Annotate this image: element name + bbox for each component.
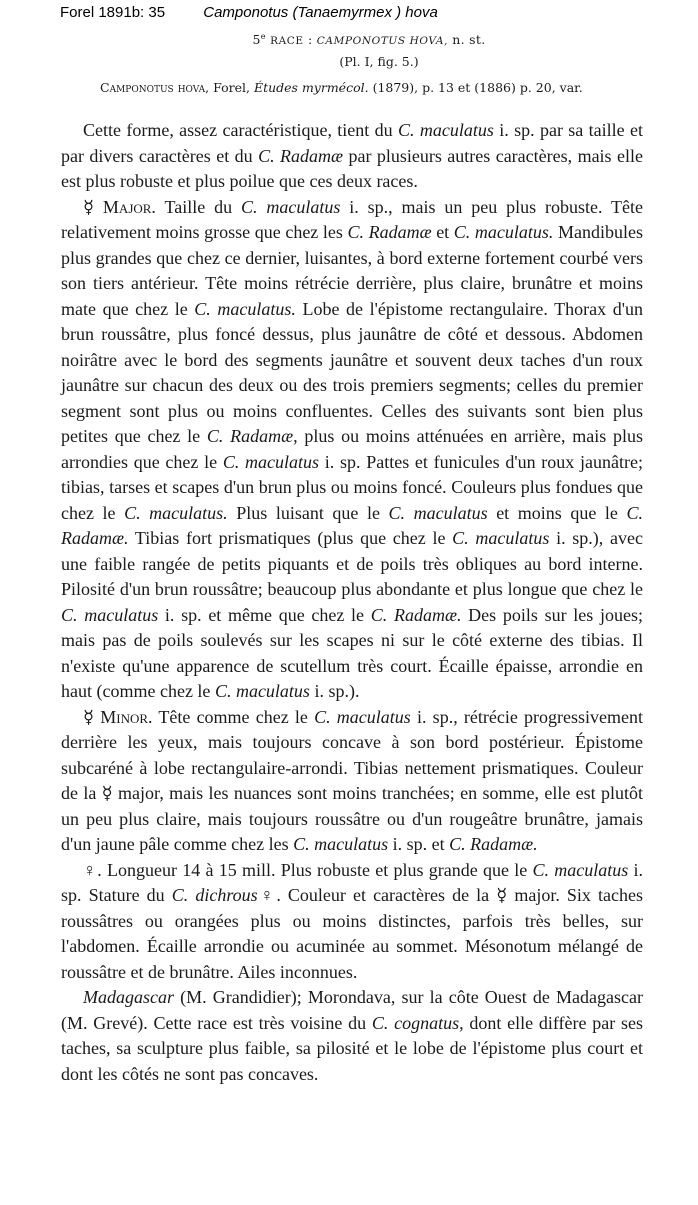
italic-text-run: C. maculatus: [240, 196, 341, 217]
text-run: Plus luisant que le: [227, 502, 389, 523]
citation-journal: Études myrmécol.: [253, 80, 369, 95]
paragraph-locality: [61, 985, 643, 1087]
text-run: Des poils sur les joues; mais pas de poils soulevés sur les scapes ni sur le côté externe des tibias. Il n'existe qu'une apparence de scutellum très court. Écaille épaisse, arrondie en haut (comme chez le: [61, 604, 643, 701]
caste-label: Major.: [102, 196, 156, 217]
italic-text-run: C. maculatus: [314, 706, 411, 727]
italic-text-run: C. dichrous: [171, 885, 258, 905]
italic-text-run: C. maculatus.: [453, 222, 554, 242]
text-run: i. sp. et même que chez le: [158, 604, 371, 625]
italic-text-run: C. maculatus: [61, 604, 159, 625]
text-run: Mandibules plus grandes que chez ce dernier, luisantes, à bord externe fortement courbé vers son tiers antérieur. Tête moins rétrécie derrière, plus claire, brunâtre et moins mate que chez le: [61, 222, 643, 319]
citation-author: Forel,: [213, 80, 250, 95]
italic-text-run: C. cognatus,: [371, 1012, 464, 1033]
italic-text-run: C. Radamæ: [258, 145, 344, 166]
text-run: ♀. Longueur 14 à 15 mill. Plus robuste et plus grande que le: [83, 859, 533, 880]
race-word: RACE: [270, 35, 304, 48]
text-run: ☿: [83, 196, 103, 217]
paragraph-major-worker: [61, 195, 643, 705]
text-run: et: [431, 222, 454, 242]
italic-text-run: C. maculatus: [452, 528, 550, 548]
reference-label-bar: [60, 4, 438, 21]
italic-text-run: Madagascar: [83, 987, 174, 1007]
plate-reference: (Pl. I, fig. 5.): [339, 54, 419, 69]
taxon-name: Camponotus (Tanaemyrmex ) hova: [203, 4, 438, 21]
italic-text-run: C. Radamæ: [347, 222, 432, 242]
text-run: ♀. Couleur et caractères de la ☿ major. Six taches roussâtres ou orangées plus ou moins distinctes, parfois très belles, sur l'abdomen. Écaille arrondie ou acuminée au sommet. Mésonotum mélangé de roussâtre et de brunâtre. Ailes inconnues.: [61, 885, 643, 982]
synonymy-citation: [100, 80, 620, 95]
text-run: plus ou moins atténuées en arrière, mais plus arrondies que chez le: [61, 426, 643, 472]
text-run: i. sp. et: [388, 834, 450, 854]
paragraph-intro: [61, 118, 643, 195]
italic-text-run: C. maculatus.: [194, 298, 296, 319]
text-run: Cette forme, assez caractéristique, tient du: [83, 120, 399, 140]
body-text: [61, 118, 643, 1087]
text-run: ☿: [83, 706, 101, 727]
italic-text-run: C. maculatus.: [124, 502, 228, 523]
text-run: i. sp. Stature du: [61, 859, 643, 905]
paragraph-minor-worker: [61, 705, 643, 858]
text-run: (M. Grandidier); Morondava, sur la côte Ouest de Madagascar (M. Grevé). Cette race est très voisine du: [61, 987, 643, 1033]
italic-text-run: C. maculatus: [293, 834, 389, 854]
text-run: i. sp., rétrécie progressivement derrière les yeux, mais toujours concave à son bord postérieur. Épistome subcaréné à lobe rectangulaire-arrondi. Tibias nettement prismatiques. Couleur de la ☿ major, mais les nuances sont moins tranchées; en somme, elle est plutôt un peu plus claire, mais toujours roussâtre ou d'un rougeâtre brunâtre, jamais d'un jaune pâle comme chez les: [61, 706, 643, 854]
text-run: par plusieurs autres caractères, mais elle est plus robuste et plus poilue que ces deux races.: [61, 145, 643, 191]
italic-text-run: C. Radamæ.: [61, 502, 643, 548]
citation-rest: (1879), p. 13 et (1886) p. 20, var.: [372, 80, 583, 95]
race-status: n. st.: [452, 32, 486, 48]
paragraph-female: [61, 858, 643, 986]
italic-text-run: C. Radamæ.: [449, 834, 538, 854]
italic-text-run: C. Radamæ,: [206, 426, 298, 446]
text-run: Taille du: [155, 196, 241, 217]
text-run: i. sp. Pattes et funicules d'un roux jaunâtre; tibias, tarses et scapes d'un brun plus ou moins foncé. Couleurs plus fondues que chez le: [61, 451, 643, 523]
reference-citation: Forel 1891b: 35: [60, 4, 166, 21]
text-run: i. sp., mais un peu plus robuste. Tête relativement moins grosse que chez les: [61, 196, 643, 242]
italic-text-run: C. maculatus: [222, 451, 320, 472]
text-run: Tête comme chez le: [152, 706, 315, 727]
text-run: et moins que le: [487, 502, 627, 523]
race-heading: [0, 32, 698, 47]
race-number: 5: [252, 32, 261, 48]
text-run: i. sp. par sa taille et par divers caractères et du: [61, 120, 643, 166]
text-run: i. sp.).: [309, 681, 360, 701]
race-taxon-name: CAMPONOTUS HOVA,: [316, 35, 448, 48]
italic-text-run: C. Radamæ.: [370, 604, 462, 625]
text-run: i. sp.), avec une faible rangée de petits piquants et de poils très obliques au bord interne. Pilosité d'un brun roussâtre; beaucoup plus abondante et plus longue que chez le: [61, 528, 643, 599]
caste-label: Minor.: [100, 706, 153, 727]
race-separator: :: [307, 32, 313, 48]
italic-text-run: C. maculatus: [398, 120, 494, 140]
text-run: Lobe de l'épistome rectangulaire. Thorax d'un brun roussâtre, plus foncé dessus, plus jaunâtre de côté et dessous. Abdomen noirâtre avec le bord des segments jaunâtre et souvent deux taches d'un roux jaunâtre sur chacun des deux ou des trois premiers segments; celles du premier segment sont plus ou moins confluentes. Celles des suivants sont bien plus petites que chez le: [61, 298, 643, 446]
race-number-sup: e: [260, 32, 266, 41]
italic-text-run: C. maculatus: [532, 859, 629, 880]
text-run: dont elle diffère par ses taches, sa sculpture plus faible, sa pilosité et le lobe de l'épistome plus court et dont les côtés ne sont pas concaves.: [61, 1012, 643, 1084]
citation-name: Camponotus hova,: [100, 80, 210, 95]
italic-text-run: C. maculatus: [214, 681, 310, 701]
italic-text-run: C. maculatus: [388, 502, 488, 523]
text-run: Tibias fort prismatiques (plus que chez le: [128, 528, 453, 548]
